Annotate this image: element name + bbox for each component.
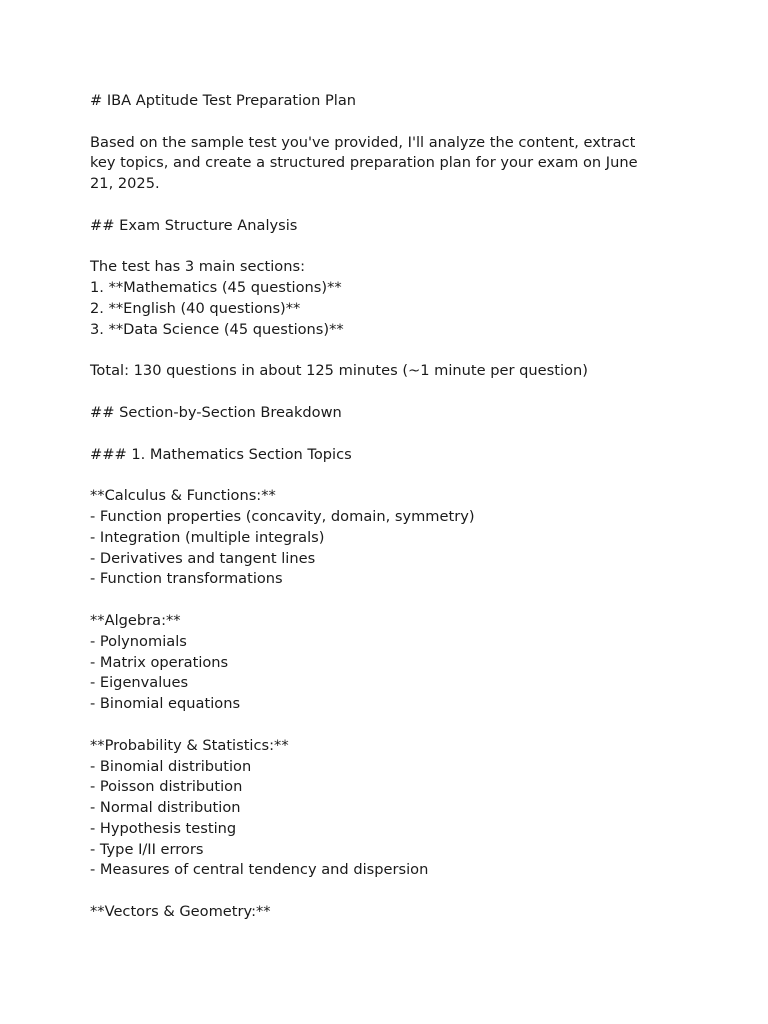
topic-item: - Function properties (concavity, domain, symmetry)	[90, 507, 475, 525]
section-list-item: 2. **English (40 questions)**	[90, 299, 301, 317]
topic-title-calculus: **Calculus & Functions:**	[90, 487, 276, 505]
topic-item: - Binomial equations	[90, 695, 241, 713]
blank-line	[90, 424, 690, 445]
sections-intro: The test has 3 main sections:	[90, 258, 305, 276]
topic-title-vectors: **Vectors & Geometry:**	[90, 903, 271, 921]
section-list-item: 3. **Data Science (45 questions)**	[90, 320, 344, 338]
subsection-heading-math: ### 1. Mathematics Section Topics	[90, 445, 352, 463]
blank-line	[90, 341, 690, 362]
topic-item: - Derivatives and tangent lines	[90, 549, 316, 567]
topic-item: - Binomial distribution	[90, 757, 252, 775]
topic-item: - Type I/II errors	[90, 840, 204, 858]
document-title: # IBA Aptitude Test Preparation Plan	[90, 92, 357, 109]
topic-item: - Matrix operations	[90, 653, 229, 671]
blank-line	[90, 112, 690, 133]
topic-item: - Hypothesis testing	[90, 819, 237, 837]
topic-item: - Measures of central tendency and dispersion	[90, 861, 429, 879]
blank-line	[90, 195, 690, 216]
topic-item: - Poisson distribution	[90, 778, 243, 796]
intro-line: key topics, and create a structured preparation plan for your exam on June	[90, 154, 638, 172]
blank-line	[90, 715, 690, 736]
topic-item: - Function transformations	[90, 570, 283, 588]
topic-item: - Integration (multiple integrals)	[90, 528, 325, 546]
blank-line	[90, 382, 690, 403]
section-heading-breakdown: ## Section-by-Section Breakdown	[90, 403, 342, 421]
section-list-item: 1. **Mathematics (45 questions)**	[90, 279, 342, 297]
topic-title-probability: **Probability & Statistics:**	[90, 736, 289, 754]
blank-line	[90, 881, 690, 902]
blank-line	[90, 590, 690, 611]
topic-item: - Polynomials	[90, 632, 187, 650]
topic-item: - Eigenvalues	[90, 674, 189, 692]
intro-line: 21, 2025.	[90, 175, 160, 193]
topic-item: - Normal distribution	[90, 799, 241, 817]
intro-line: Based on the sample test you've provided, I'll analyze the content, extract	[90, 133, 636, 151]
section-heading-structure: ## Exam Structure Analysis	[90, 216, 298, 234]
total-summary: Total: 130 questions in about 125 minutes (~1 minute per question)	[90, 362, 588, 380]
document-body	[90, 91, 690, 923]
blank-line	[90, 237, 690, 258]
blank-line	[90, 465, 690, 486]
topic-title-algebra: **Algebra:**	[90, 611, 181, 629]
